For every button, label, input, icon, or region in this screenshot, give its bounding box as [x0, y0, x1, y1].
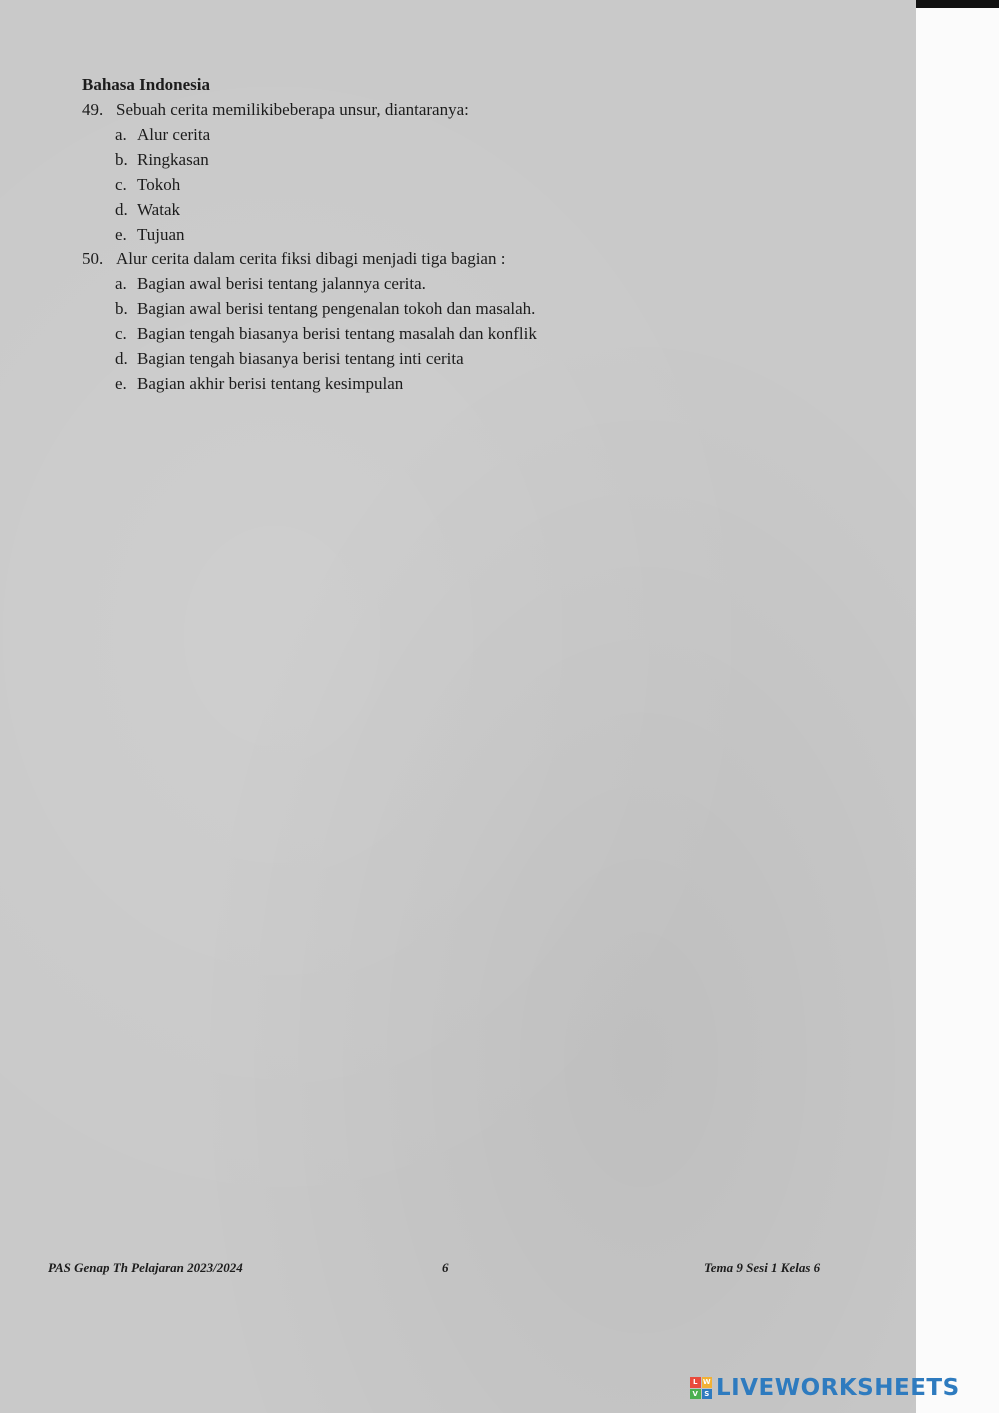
option-50b[interactable]: b. Bagian awal berisi tentang pengenalan tokoh dan masalah.	[115, 299, 536, 318]
option-49e[interactable]: e. Tujuan	[115, 225, 185, 244]
question-number: 49.	[82, 100, 104, 119]
question-49-options	[115, 122, 210, 247]
question-text: Sebuah cerita memilikibeberapa unsur, diantaranya:	[116, 100, 469, 119]
footer-left: PAS Genap Th Pelajaran 2023/2024	[48, 1260, 243, 1275]
option-50a[interactable]: a. Bagian awal berisi tentang jalannya cerita.	[115, 274, 426, 293]
option-49c[interactable]: c. Tokoh	[115, 175, 181, 194]
page-margin	[916, 0, 999, 1413]
liveworksheets-logo	[690, 1374, 960, 1402]
option-50e[interactable]: e. Bagian akhir berisi tentang kesimpulan	[115, 374, 404, 393]
scan-edge	[916, 0, 999, 8]
option-49a[interactable]: a. Alur cerita	[115, 125, 211, 144]
option-49b[interactable]: b. Ringkasan	[115, 150, 209, 169]
footer-page-number: 6	[442, 1260, 449, 1275]
question-50-options	[115, 271, 537, 396]
footer-right: Tema 9 Sesi 1 Kelas 6	[704, 1260, 821, 1275]
question-49	[82, 97, 469, 122]
option-50d[interactable]: d. Bagian tengah biasanya berisi tentang inti cerita	[115, 349, 464, 368]
question-50	[82, 246, 505, 271]
liveworksheets-icon: L W V S	[690, 1377, 712, 1399]
option-50c[interactable]: c. Bagian tengah biasanya berisi tentang masalah dan konflik	[115, 324, 537, 343]
subject-heading: Bahasa Indonesia	[82, 75, 211, 94]
option-49d[interactable]: d. Watak	[115, 200, 180, 219]
liveworksheets-wordmark: LIVEWORKSHEETS	[716, 1375, 960, 1401]
question-number: 50.	[82, 249, 104, 268]
question-text: Alur cerita dalam cerita fiksi dibagi menjadi tiga bagian :	[116, 249, 506, 268]
